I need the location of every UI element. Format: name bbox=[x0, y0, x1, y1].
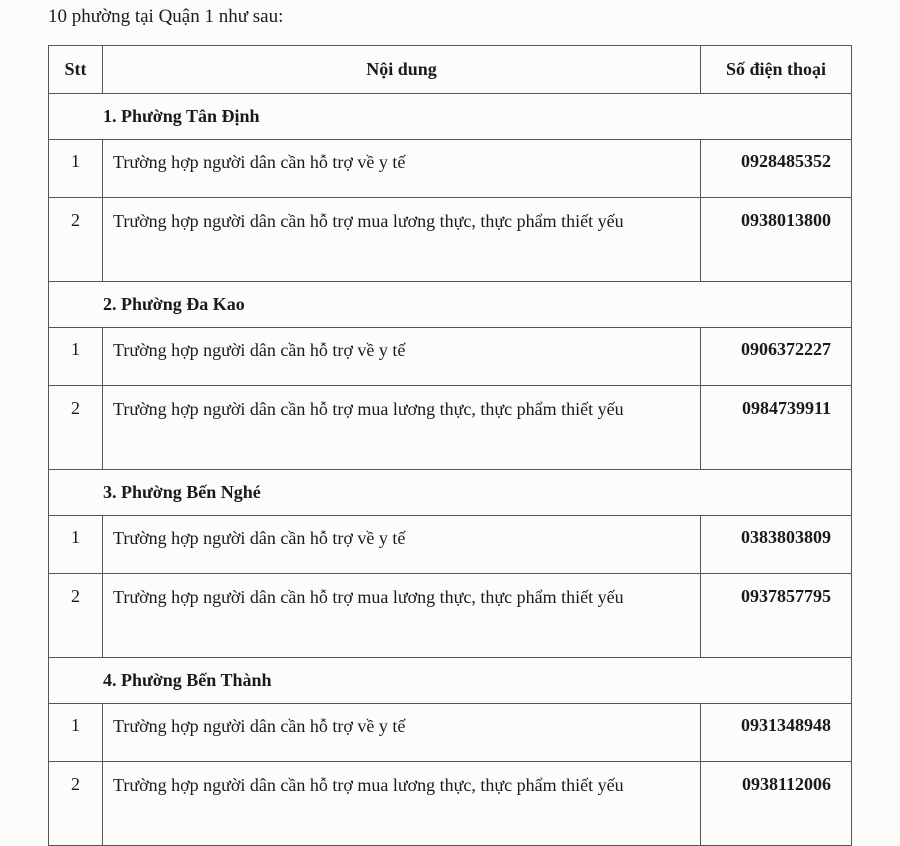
intro-text: 10 phường tại Quận 1 như sau: bbox=[48, 6, 284, 27]
table-row bbox=[49, 762, 852, 846]
row-stt: 2 bbox=[49, 762, 103, 846]
row-content: Trường hợp người dân cần hỗ trợ mua lương thực, thực phẩm thiết yếu bbox=[103, 386, 701, 470]
ward-row-tan-dinh bbox=[49, 94, 852, 140]
ward-row-ben-nghe bbox=[49, 470, 852, 516]
row-phone: 0383803809 bbox=[701, 516, 852, 574]
ward-name: 1. Phường Tân Định bbox=[49, 94, 852, 140]
ward-row-da-kao bbox=[49, 282, 852, 328]
table-row bbox=[49, 704, 852, 762]
ward-name: 4. Phường Bến Thành bbox=[49, 658, 852, 704]
row-content: Trường hợp người dân cần hỗ trợ về y tế bbox=[103, 140, 701, 198]
row-content: Trường hợp người dân cần hỗ trợ về y tế bbox=[103, 328, 701, 386]
table-row bbox=[49, 516, 852, 574]
row-stt: 1 bbox=[49, 516, 103, 574]
row-content: Trường hợp người dân cần hỗ trợ mua lương thực, thực phẩm thiết yếu bbox=[103, 762, 701, 846]
table-row bbox=[49, 574, 852, 658]
header-stt: Stt bbox=[49, 46, 103, 94]
row-content: Trường hợp người dân cần hỗ trợ về y tế bbox=[103, 704, 701, 762]
row-phone: 0984739911 bbox=[701, 386, 852, 470]
row-phone: 0906372227 bbox=[701, 328, 852, 386]
row-stt: 1 bbox=[49, 328, 103, 386]
table-row bbox=[49, 198, 852, 282]
row-stt: 1 bbox=[49, 704, 103, 762]
row-phone: 0931348948 bbox=[701, 704, 852, 762]
table-header-row bbox=[49, 46, 852, 94]
header-content: Nội dung bbox=[103, 46, 701, 94]
ward-row-ben-thanh bbox=[49, 658, 852, 704]
row-phone: 0928485352 bbox=[701, 140, 852, 198]
row-phone: 0937857795 bbox=[701, 574, 852, 658]
row-content: Trường hợp người dân cần hỗ trợ về y tế bbox=[103, 516, 701, 574]
row-phone: 0938013800 bbox=[701, 198, 852, 282]
ward-name: 3. Phường Bến Nghé bbox=[49, 470, 852, 516]
row-stt: 2 bbox=[49, 574, 103, 658]
table-row bbox=[49, 386, 852, 470]
row-phone: 0938112006 bbox=[701, 762, 852, 846]
header-phone: Số điện thoại bbox=[701, 46, 852, 94]
row-stt: 2 bbox=[49, 386, 103, 470]
row-stt: 1 bbox=[49, 140, 103, 198]
row-content: Trường hợp người dân cần hỗ trợ mua lương thực, thực phẩm thiết yếu bbox=[103, 198, 701, 282]
hotline-table bbox=[48, 45, 852, 846]
row-content: Trường hợp người dân cần hỗ trợ mua lương thực, thực phẩm thiết yếu bbox=[103, 574, 701, 658]
table-row bbox=[49, 140, 852, 198]
table-row bbox=[49, 328, 852, 386]
ward-name: 2. Phường Đa Kao bbox=[49, 282, 852, 328]
row-stt: 2 bbox=[49, 198, 103, 282]
